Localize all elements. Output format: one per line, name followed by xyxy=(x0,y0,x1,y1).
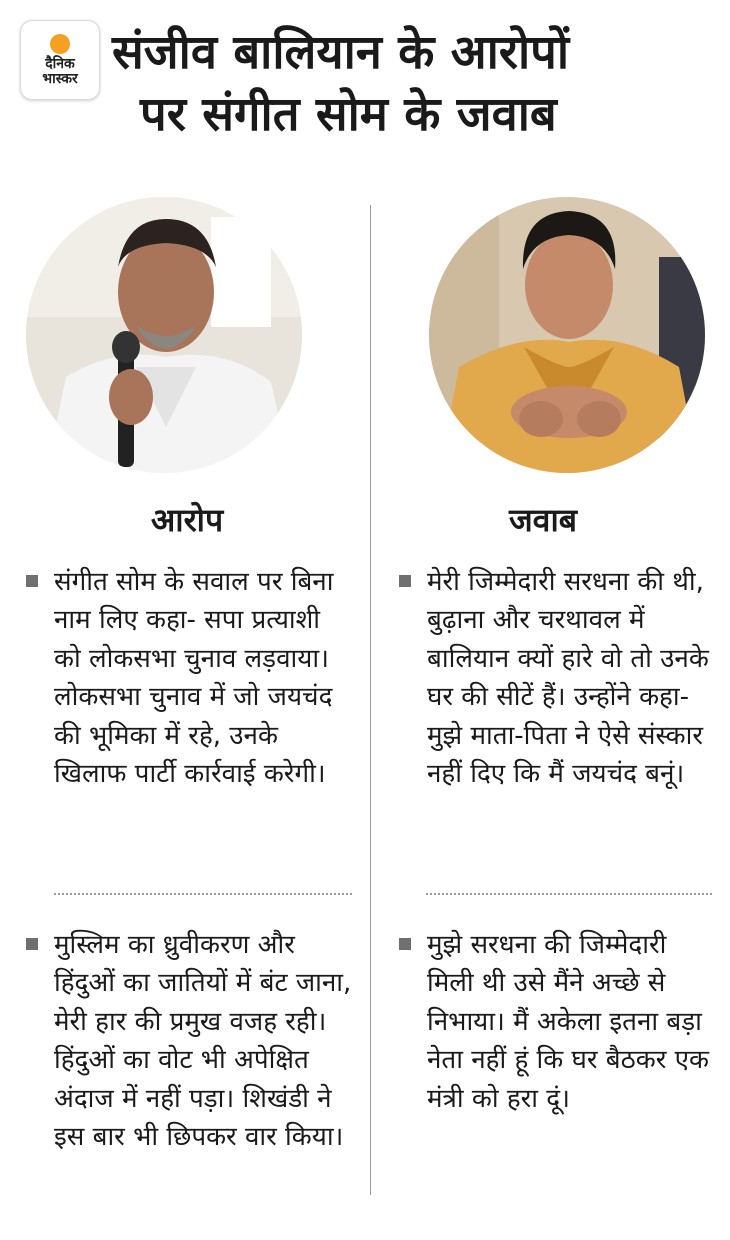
page-title xyxy=(112,22,712,146)
square-bullet-icon xyxy=(399,575,411,587)
portrait-right-image xyxy=(429,197,705,473)
reply-item-1-text: मेरी जिम्मेदारी सरधना की थी, बुढ़ाना और चरथावल में बालियान क्यों हारे वो तो उनके घर की सीटें हैं। उन्होंने कहा- मुझे माता-पिता ने ऐसे संस्कार नहीं दिए कि मैं जयचंद बनूं। xyxy=(427,567,709,790)
column-divider xyxy=(370,205,371,1195)
allegation-item-1 xyxy=(26,563,356,793)
page-title-line1: संजीव बालियान के आरोपों xyxy=(112,25,570,80)
column-heading-reply: जवाब xyxy=(508,501,578,539)
allegation-separator xyxy=(54,893,352,895)
allegation-item-1-text: संगीत सोम के सवाल पर बिना नाम लिए कहा- सपा प्रत्याशी को लोकसभा चुनाव लड़वाया। लोकसभा चुनाव में जो जयचंद की भूमिका में रहे, उनके खिलाफ पार्टी कार्रवाई करेगी। xyxy=(54,567,334,790)
page-title-line2: पर संगीत सोम के जवाब xyxy=(140,87,557,142)
reply-separator xyxy=(426,893,712,895)
portrait-left-photo xyxy=(26,197,302,473)
reply-item-2-text: मुझे सरधना की जिम्मेदारी मिली थी उसे मैंने अच्छे से निभाया। मैं अकेला इतना बड़ा नेता नहीं हूं कि घर बैठकर एक मंत्री को हरा दूं। xyxy=(427,930,709,1114)
portrait-left-image xyxy=(26,197,302,473)
allegation-item-2 xyxy=(26,926,356,1156)
sun-logo-icon xyxy=(50,34,70,54)
reply-item-2 xyxy=(399,926,719,1118)
brand-name-line1: दैनिक xyxy=(45,55,75,72)
brand-name-line2: भास्कर xyxy=(42,70,78,87)
column-heading-allegation: आरोप xyxy=(150,501,224,539)
brand-logo xyxy=(20,20,100,100)
portrait-right-photo xyxy=(429,197,705,473)
allegation-item-2-text: मुस्लिम का ध्रुवीकरण और हिंदुओं का जातियों में बंट जाना, मेरी हार की प्रमुख वजह रही। हिंदुओं का वोट भी अपेक्षित अंदाज में नहीं पड़ा। शिखंडी ने इस बार भी छिपकर वार किया। xyxy=(54,930,352,1153)
square-bullet-icon xyxy=(26,938,38,950)
square-bullet-icon xyxy=(26,575,38,587)
reply-item-1 xyxy=(399,563,719,793)
square-bullet-icon xyxy=(399,938,411,950)
